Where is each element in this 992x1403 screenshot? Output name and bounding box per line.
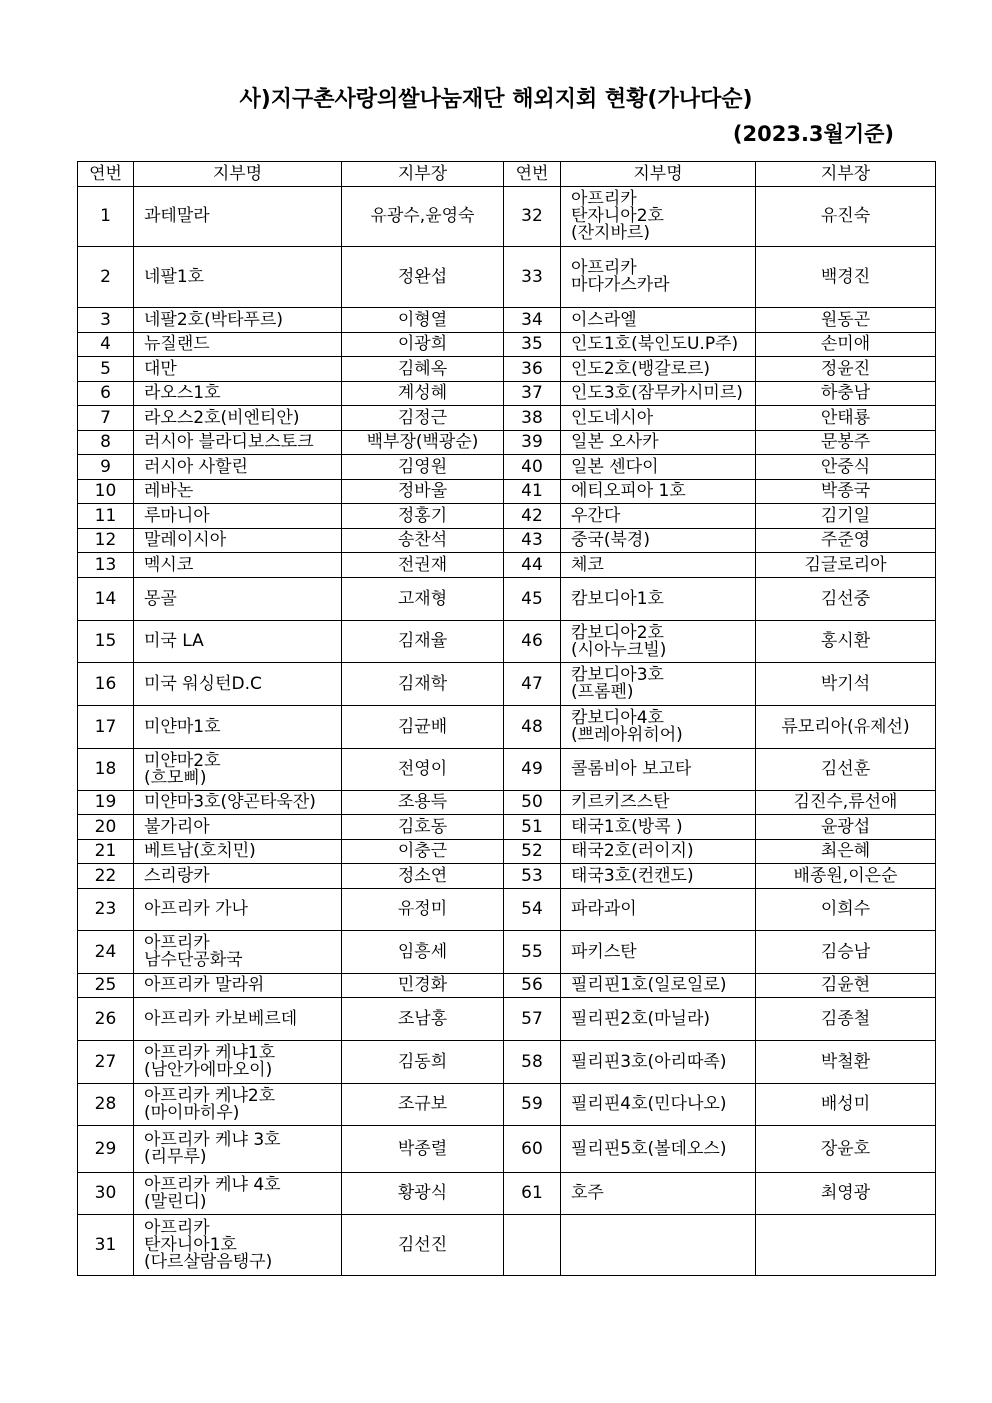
row-number-left: 10: [78, 480, 134, 504]
row-number-right: 37: [504, 382, 561, 406]
branch-name-right: 중국(북경): [561, 529, 756, 553]
row-number-right: 32: [504, 187, 561, 247]
branch-head-right: 손미애: [756, 333, 936, 357]
document-title: 사)지구촌사랑의쌀나눔재단 해외지회 현황(가나다순): [239, 87, 753, 112]
branch-head-right: 주준영: [756, 529, 936, 553]
branch-head-right: 백경진: [756, 247, 936, 308]
branch-name-left: 아프리카 말라위: [134, 974, 342, 998]
branch-name-right: 태국3호(컨캔도): [561, 864, 756, 889]
row-number-left: 24: [78, 931, 134, 974]
branch-name-right: 태국2호(러이지): [561, 840, 756, 864]
branch-name-right: 캄보디아1호: [561, 578, 756, 621]
table-row: [78, 706, 936, 749]
row-number-right: 38: [504, 406, 561, 431]
branch-head-right: 홍시환: [756, 621, 936, 663]
branch-name-right: 인도3호(잠무카시미르): [561, 382, 756, 406]
table-row: [78, 504, 936, 529]
row-number-right: 58: [504, 1041, 561, 1084]
branch-head-left: 정바울: [342, 480, 504, 504]
document-subtitle: (2023.3월기준): [732, 122, 894, 146]
branch-head-left: 유정미: [342, 889, 504, 931]
table-header-row: [78, 162, 936, 187]
branch-head-right: 박기석: [756, 663, 936, 706]
row-number-right: 61: [504, 1173, 561, 1215]
row-number-right: 51: [504, 815, 561, 840]
table-body: [78, 187, 936, 1276]
branch-name-right: 필리핀3호(아리따족): [561, 1041, 756, 1084]
branch-name-left: 레바논: [134, 480, 342, 504]
row-number-left: 4: [78, 333, 134, 357]
branch-head-left: 조용득: [342, 791, 504, 815]
row-number-right: 57: [504, 998, 561, 1041]
row-number-left: 30: [78, 1173, 134, 1215]
row-number-right: 46: [504, 621, 561, 663]
branch-name-left: 몽골: [134, 578, 342, 621]
table-row: [78, 974, 936, 998]
branch-head-right: 장윤호: [756, 1126, 936, 1173]
row-number-right: 34: [504, 308, 561, 333]
table-row: [78, 406, 936, 431]
row-number-right: 40: [504, 455, 561, 480]
row-number-right: 47: [504, 663, 561, 706]
branch-name-left: 아프리카 케냐 3호 (리무루): [134, 1126, 342, 1173]
branch-name-right: 파키스탄: [561, 931, 756, 974]
branch-name-right: 인도1호(북인도U.P주): [561, 333, 756, 357]
row-number-left: 2: [78, 247, 134, 308]
branch-name-right: 아프리카 마다가스카라: [561, 247, 756, 308]
branch-head-left: 김재학: [342, 663, 504, 706]
branch-name-right: 우간다: [561, 504, 756, 529]
branch-name-right: 필리핀5호(볼데오스): [561, 1126, 756, 1173]
table-row: [78, 308, 936, 333]
row-number-left: 17: [78, 706, 134, 749]
branch-name-left: 대만: [134, 357, 342, 382]
table-row: [78, 187, 936, 247]
branch-name-left: 과테말라: [134, 187, 342, 247]
row-number-right: 43: [504, 529, 561, 553]
table-row: [78, 998, 936, 1041]
row-number-left: 28: [78, 1084, 134, 1126]
row-number-right: 36: [504, 357, 561, 382]
branch-head-right: 김기일: [756, 504, 936, 529]
table-row: [78, 382, 936, 406]
branch-name-right: 캄보디아4호 (쁘레아위히어): [561, 706, 756, 749]
branch-name-right: [561, 1215, 756, 1276]
row-number-right: 59: [504, 1084, 561, 1126]
branch-name-right: 콜롬비아 보고타: [561, 749, 756, 791]
branch-name-right: 캄보디아3호 (프롬펜): [561, 663, 756, 706]
branch-name-left: 아프리카 케냐2호 (마이마히우): [134, 1084, 342, 1126]
row-number-left: 7: [78, 406, 134, 431]
table-row: [78, 431, 936, 455]
row-number-left: 29: [78, 1126, 134, 1173]
row-number-left: 19: [78, 791, 134, 815]
row-number-left: 11: [78, 504, 134, 529]
row-number-left: 20: [78, 815, 134, 840]
branch-head-left: 박종렬: [342, 1126, 504, 1173]
table-row: [78, 889, 936, 931]
row-number-right: 54: [504, 889, 561, 931]
row-number-right: 50: [504, 791, 561, 815]
row-number-right: 55: [504, 931, 561, 974]
branch-name-left: 네팔1호: [134, 247, 342, 308]
branch-head-left: 김선진: [342, 1215, 504, 1276]
branch-head-left: 김호동: [342, 815, 504, 840]
branch-name-right: 체코: [561, 553, 756, 578]
branch-head-right: 배성미: [756, 1084, 936, 1126]
branch-name-left: 말레이시아: [134, 529, 342, 553]
branch-name-left: 아프리카 케냐1호 (남안가에마오이): [134, 1041, 342, 1084]
branch-head-left: 김영원: [342, 455, 504, 480]
header-number-right: 연번: [504, 162, 561, 187]
branch-head-right: 류모리아(유제선): [756, 706, 936, 749]
branch-head-left: 이충근: [342, 840, 504, 864]
table-row: [78, 247, 936, 308]
row-number-left: 15: [78, 621, 134, 663]
table-row: [78, 1084, 936, 1126]
branch-head-left: 전권재: [342, 553, 504, 578]
branch-head-left: 김혜옥: [342, 357, 504, 382]
branch-head-left: 김재율: [342, 621, 504, 663]
row-number-left: 1: [78, 187, 134, 247]
branch-name-right: 이스라엘: [561, 308, 756, 333]
row-number-left: 13: [78, 553, 134, 578]
branch-name-right: 필리핀2호(마닐라): [561, 998, 756, 1041]
branch-name-left: 러시아 사할린: [134, 455, 342, 480]
branch-name-left: 네팔2호(박타푸르): [134, 308, 342, 333]
row-number-left: 12: [78, 529, 134, 553]
branch-name-right: 호주: [561, 1173, 756, 1215]
row-number-left: 8: [78, 431, 134, 455]
table-row: [78, 357, 936, 382]
row-number-left: 26: [78, 998, 134, 1041]
branch-name-left: 루마니아: [134, 504, 342, 529]
row-number-right: 60: [504, 1126, 561, 1173]
row-number-right: 44: [504, 553, 561, 578]
branch-name-right: 파라과이: [561, 889, 756, 931]
table-row: [78, 1173, 936, 1215]
branch-head-left: 김정근: [342, 406, 504, 431]
row-number-left: 21: [78, 840, 134, 864]
row-number-right: 52: [504, 840, 561, 864]
branch-head-right: [756, 1215, 936, 1276]
branch-head-right: 박종국: [756, 480, 936, 504]
row-number-left: 23: [78, 889, 134, 931]
branch-head-right: 윤광섭: [756, 815, 936, 840]
branch-name-left: 아프리카 카보베르데: [134, 998, 342, 1041]
branch-head-right: 이희수: [756, 889, 936, 931]
branch-head-left: 백부장(백광순): [342, 431, 504, 455]
table-row: [78, 840, 936, 864]
row-number-left: 25: [78, 974, 134, 998]
branch-head-right: 박철환: [756, 1041, 936, 1084]
branch-name-left: 미얀마2호 (흐모삐): [134, 749, 342, 791]
branch-head-right: 원동곤: [756, 308, 936, 333]
branch-name-left: 러시아 블라디보스토크: [134, 431, 342, 455]
table-row: [78, 578, 936, 621]
branch-name-right: 필리핀4호(민다나오): [561, 1084, 756, 1126]
row-number-left: 14: [78, 578, 134, 621]
branch-name-right: 키르키즈스탄: [561, 791, 756, 815]
row-number-left: 31: [78, 1215, 134, 1276]
row-number-left: 18: [78, 749, 134, 791]
branch-head-left: 조남홍: [342, 998, 504, 1041]
branch-head-right: 하충남: [756, 382, 936, 406]
branch-head-right: 문봉주: [756, 431, 936, 455]
branch-head-left: 정소연: [342, 864, 504, 889]
table-row: [78, 333, 936, 357]
row-number-left: 16: [78, 663, 134, 706]
table-row: [78, 1215, 936, 1276]
table-row: [78, 1126, 936, 1173]
branch-name-right: 필리핀1호(일로일로): [561, 974, 756, 998]
row-number-left: 6: [78, 382, 134, 406]
branch-name-right: 인도네시아: [561, 406, 756, 431]
branch-head-right: 김종철: [756, 998, 936, 1041]
table-row: [78, 1041, 936, 1084]
table-row: [78, 864, 936, 889]
branch-head-left: 정완섭: [342, 247, 504, 308]
table-row: [78, 455, 936, 480]
table-row: [78, 749, 936, 791]
branch-head-left: 이광희: [342, 333, 504, 357]
row-number-right: 33: [504, 247, 561, 308]
branch-head-right: 최영광: [756, 1173, 936, 1215]
branch-head-right: 김선중: [756, 578, 936, 621]
row-number-right: 45: [504, 578, 561, 621]
row-number-right: 53: [504, 864, 561, 889]
branch-head-left: 황광식: [342, 1173, 504, 1215]
branch-name-right: 아프리카 탄자니아2호 (잔지바르): [561, 187, 756, 247]
branch-name-left: 불가리아: [134, 815, 342, 840]
branch-head-left: 정홍기: [342, 504, 504, 529]
branch-head-right: 배종원,이은순: [756, 864, 936, 889]
branch-name-left: 베트남(호치민): [134, 840, 342, 864]
row-number-right: [504, 1215, 561, 1276]
branch-name-left: 미얀마3호(양곤타욱잔): [134, 791, 342, 815]
row-number-right: 41: [504, 480, 561, 504]
branch-name-left: 아프리카 케냐 4호 (말린디): [134, 1173, 342, 1215]
branch-head-right: 정윤진: [756, 357, 936, 382]
branch-head-left: 이형열: [342, 308, 504, 333]
branch-name-left: 아프리카 탄자니아1호 (다르살람음탱구): [134, 1215, 342, 1276]
row-number-right: 42: [504, 504, 561, 529]
table-row: [78, 621, 936, 663]
branch-name-left: 뉴질랜드: [134, 333, 342, 357]
branch-name-right: 태국1호(방콕 ): [561, 815, 756, 840]
branch-name-left: 라오스1호: [134, 382, 342, 406]
row-number-left: 9: [78, 455, 134, 480]
header-branch-right: 지부명: [561, 162, 756, 187]
table-row: [78, 931, 936, 974]
row-number-right: 48: [504, 706, 561, 749]
row-number-left: 3: [78, 308, 134, 333]
table-row: [78, 663, 936, 706]
branch-name-right: 일본 센다이: [561, 455, 756, 480]
branch-name-right: 에티오피아 1호: [561, 480, 756, 504]
branch-head-left: 조규보: [342, 1084, 504, 1126]
header-head-right: 지부장: [756, 162, 936, 187]
branch-head-right: 최은혜: [756, 840, 936, 864]
branch-head-right: 안태룡: [756, 406, 936, 431]
table-row: [78, 529, 936, 553]
branch-name-left: 아프리카 가나: [134, 889, 342, 931]
branch-name-left: 미국 워싱턴D.C: [134, 663, 342, 706]
branch-head-right: 김글로리아: [756, 553, 936, 578]
branch-name-left: 미국 LA: [134, 621, 342, 663]
table-row: [78, 815, 936, 840]
branch-head-right: 김진수,류선애: [756, 791, 936, 815]
row-number-right: 39: [504, 431, 561, 455]
branch-head-left: 고재형: [342, 578, 504, 621]
branch-head-right: 안중식: [756, 455, 936, 480]
header-number-left: 연번: [78, 162, 134, 187]
branch-head-right: 김승남: [756, 931, 936, 974]
branch-head-left: 민경화: [342, 974, 504, 998]
row-number-left: 5: [78, 357, 134, 382]
branch-head-left: 김균배: [342, 706, 504, 749]
table-row: [78, 480, 936, 504]
table-row: [78, 553, 936, 578]
branch-name-left: 아프리카 남수단공화국: [134, 931, 342, 974]
branch-name-left: 스리랑카: [134, 864, 342, 889]
row-number-left: 22: [78, 864, 134, 889]
branch-head-left: 계성혜: [342, 382, 504, 406]
branch-head-left: 유광수,윤영숙: [342, 187, 504, 247]
branch-head-left: 김동희: [342, 1041, 504, 1084]
branch-table: [77, 161, 936, 1276]
header-head-left: 지부장: [342, 162, 504, 187]
row-number-right: 49: [504, 749, 561, 791]
branch-head-left: 전영이: [342, 749, 504, 791]
branch-head-left: 임흥세: [342, 931, 504, 974]
branch-name-left: 미얀마1호: [134, 706, 342, 749]
row-number-right: 56: [504, 974, 561, 998]
table-row: [78, 791, 936, 815]
branch-name-right: 인도2호(뱅갈로르): [561, 357, 756, 382]
row-number-left: 27: [78, 1041, 134, 1084]
branch-name-left: 멕시코: [134, 553, 342, 578]
branch-name-right: 캄보디아2호 (시아누크빌): [561, 621, 756, 663]
header-branch-left: 지부명: [134, 162, 342, 187]
branch-name-left: 라오스2호(비엔티안): [134, 406, 342, 431]
branch-head-right: 김윤현: [756, 974, 936, 998]
branch-head-right: 김선훈: [756, 749, 936, 791]
branch-name-right: 일본 오사카: [561, 431, 756, 455]
row-number-right: 35: [504, 333, 561, 357]
branch-head-right: 유진숙: [756, 187, 936, 247]
branch-head-left: 송찬석: [342, 529, 504, 553]
